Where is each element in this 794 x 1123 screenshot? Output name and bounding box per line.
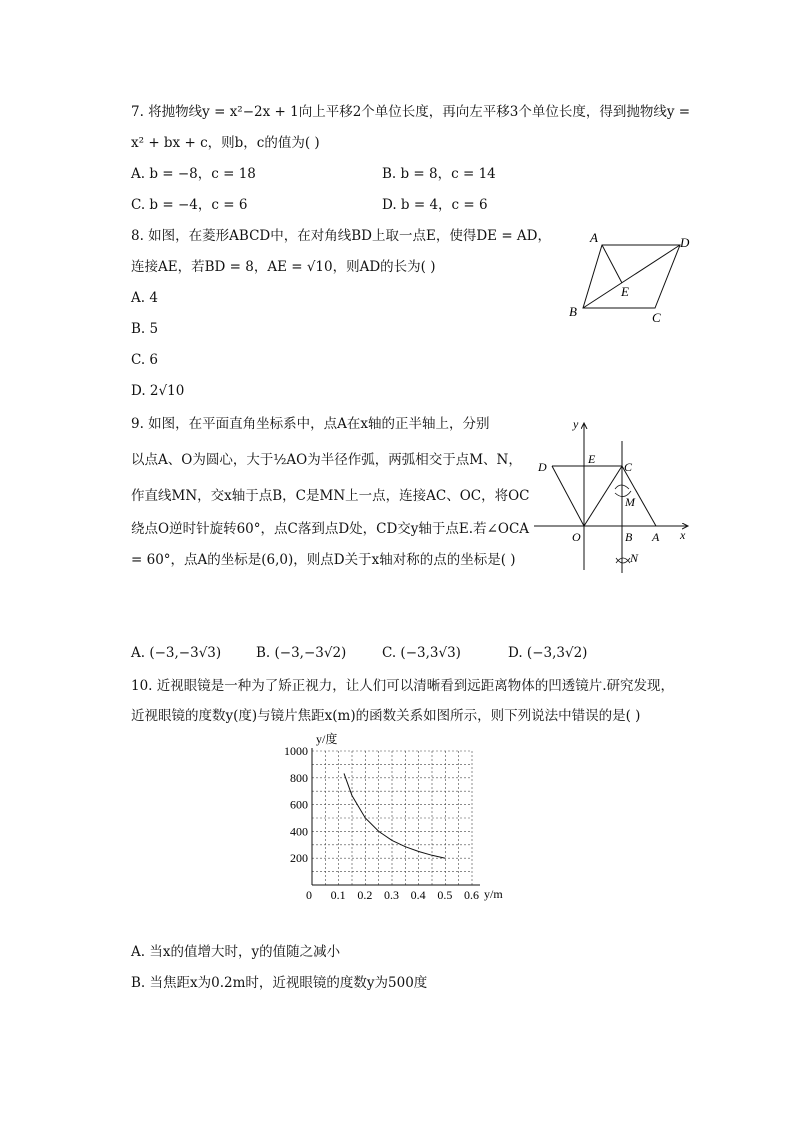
chart-y-label: y/度 xyxy=(316,732,338,746)
q9-stem-line1: 9. 如图，在平面直角坐标系中，点A在x轴的正半轴上，分别 xyxy=(131,416,490,432)
x-tick-label: 0.2 xyxy=(357,888,373,902)
label-n: N xyxy=(630,551,639,565)
label-b: B xyxy=(569,304,577,319)
arc-n2 xyxy=(616,558,630,563)
q7-option-c: C. b = −4，c = 6 xyxy=(131,197,248,213)
label-c: C xyxy=(652,310,661,325)
y-tick-label: 1000 xyxy=(284,744,308,758)
q7-option-d: D. b = 4，c = 6 xyxy=(382,197,488,213)
q9-option-a: A. (−3,−3√3) xyxy=(131,645,222,661)
q9-stem-line5: = 60°，点A的坐标是(6,0)，则点D关于x轴对称的点的坐标是( ) xyxy=(131,552,516,568)
label-e: E xyxy=(621,284,629,299)
q9-stem-line2: 以点A、O为圆心，大于½AO为半径作弧，两弧相交于点M、N， xyxy=(131,452,522,468)
x-tick-label: 0.4 xyxy=(410,888,426,902)
q10-focal-length-chart xyxy=(268,726,518,906)
label-d: D xyxy=(680,235,690,250)
label-d: D xyxy=(538,460,547,474)
label-b: B xyxy=(625,530,633,544)
q8-stem-line1: 8. 如图，在菱形ABCD中，在对角线BD上取一点E，使得DE = AD， xyxy=(131,228,551,244)
q8-option-d: D. 2√10 xyxy=(131,383,185,399)
x-tick-label: 0.3 xyxy=(384,888,399,902)
chart-series-line xyxy=(344,773,445,858)
q8-stem-line2: 连接AE，若BD = 8，AE = √10，则AD的长为( ) xyxy=(131,259,436,275)
label-m: M xyxy=(625,495,635,509)
chart-grid xyxy=(312,751,472,885)
segment-od xyxy=(552,466,584,526)
q8-option-b: B. 5 xyxy=(131,321,159,337)
q10-option-b: B. 当焦距x为0.2m时，近视眼镜的度数y为500度 xyxy=(131,975,428,991)
segment-oc xyxy=(584,466,622,526)
y-tick-label: 400 xyxy=(290,824,308,839)
y-tick-label: 800 xyxy=(290,770,308,785)
q10-option-a: A. 当x的值增大时，y的值随之减小 xyxy=(131,944,341,960)
q7-option-b: B. b = 8，c = 14 xyxy=(382,166,496,182)
q9-option-b: B. (−3,−3√2) xyxy=(256,645,347,661)
q9-stem-line3: 作直线MN，交x轴于点B，C是MN上一点，连接AC、OC，将OC xyxy=(131,488,530,504)
label-x: x xyxy=(680,528,686,542)
q9-option-c: C. (−3,3√3) xyxy=(382,645,461,661)
label-y: y xyxy=(573,417,579,431)
x-tick-label: 0.1 xyxy=(330,888,346,902)
label-a: A xyxy=(652,530,660,544)
q8-option-a: A. 4 xyxy=(131,290,158,306)
q10-stem-line2: 近视眼镜的度数y(度)与镜片焦距x(m)的函数关系如图所示，则下列说法中错误的是( ) xyxy=(131,708,641,724)
chart-origin-label: 0 xyxy=(306,888,312,902)
q7-option-a: A. b = −8，c = 18 xyxy=(131,166,256,182)
label-o: O xyxy=(572,530,581,544)
q10-stem-line1: 10. 近视眼镜是一种为了矫正视力，让人们可以清晰看到远距离物体的凹透镜片.研究发现， xyxy=(131,678,675,694)
y-tick-label: 200 xyxy=(290,851,308,866)
q9-option-d: D. (−3,3√2) xyxy=(508,645,588,661)
chart-x-label: y/m xyxy=(484,887,503,901)
y-tick-label: 600 xyxy=(290,797,308,812)
diagonal-bd xyxy=(583,245,680,308)
q8-rhombus-figure xyxy=(560,228,700,328)
q7-stem-line2: x² + bx + c，则b，c的值为( ) xyxy=(131,135,320,151)
label-a: A xyxy=(590,230,598,245)
q7-stem-line1: 7. 将抛物线y = x²−2x + 1向上平移2个单位长度，再向左平移3个单位长度，得到抛物线y = xyxy=(131,104,691,120)
x-tick-label: 0.5 xyxy=(437,888,453,902)
x-tick-label: 0.6 xyxy=(464,888,479,902)
segment-ae xyxy=(602,245,622,283)
q8-option-c: C. 6 xyxy=(131,352,159,368)
q9-stem-line4: 绕点O逆时针旋转60°，点C落到点D处，CD交y轴于点E.若∠OCA xyxy=(131,521,530,537)
label-c: C xyxy=(624,460,633,474)
q9-coordinate-figure xyxy=(528,413,698,578)
label-e: E xyxy=(588,452,596,466)
